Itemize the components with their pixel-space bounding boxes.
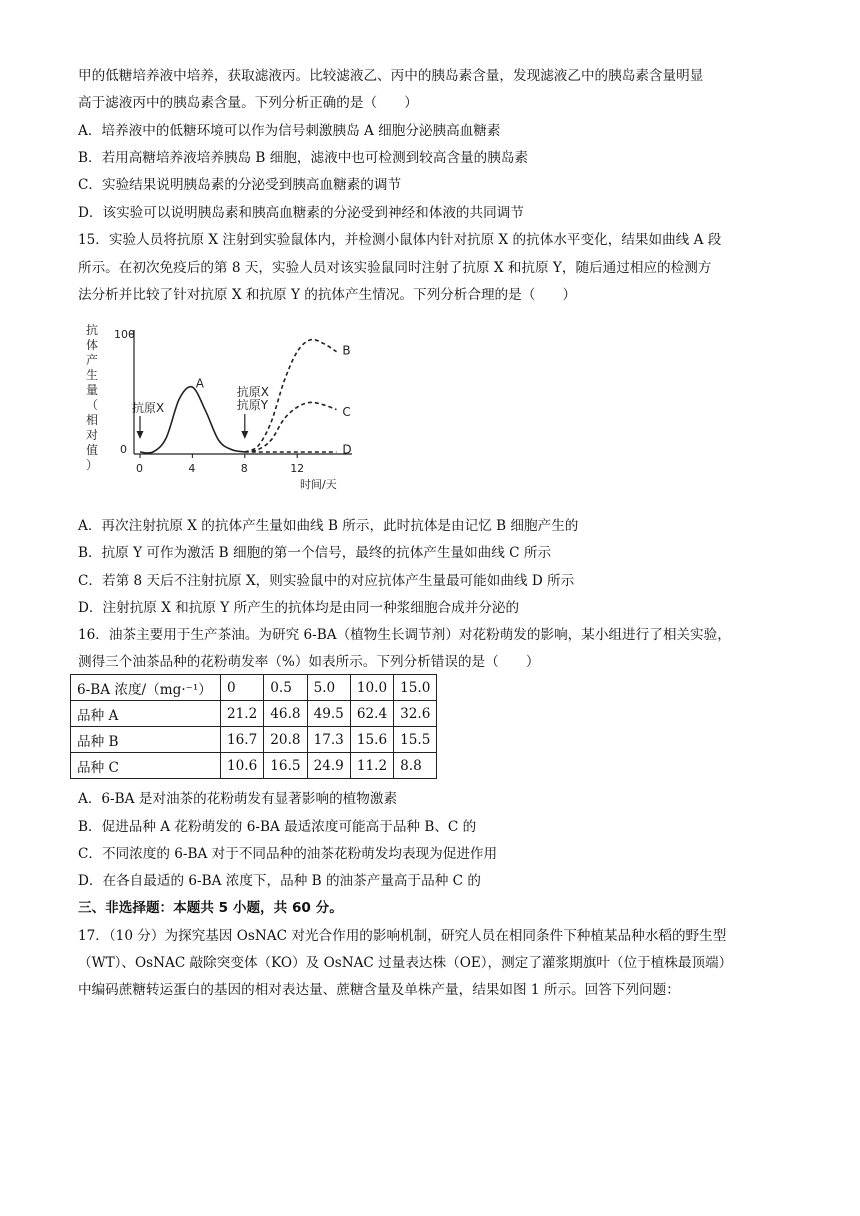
table-cell: 17.3 (307, 727, 350, 753)
q14-option-b: B．若用高糖培养液培养胰岛 B 细胞，滤液中也可检测到较高含量的胰岛素 (78, 150, 529, 166)
y-axis-label-char: ） (86, 458, 99, 472)
y-tick-0: 0 (120, 443, 127, 456)
pollen-germination-table (70, 674, 437, 779)
y-axis-label-char: 对 (86, 428, 99, 442)
y-axis-label-char: 产 (86, 353, 99, 367)
y-axis-label-char: 生 (86, 368, 99, 382)
x-ticks (136, 454, 304, 475)
section-heading: 三、非选择题：本题共 5 小题，共 60 分。 (78, 900, 343, 916)
q17-stem-line-1: 17．（10 分）为探究基因 OsNAC 对光合作用的影响机制，研究人员在相同条件下种植某品种水稻的野生型 (78, 928, 727, 944)
q17-stem-line-3: 中编码蔗糖转运蛋白的基因的相对表达量、蔗糖含量及单株产量，结果如图 1 所示。回答下列问题： (78, 982, 680, 998)
annotation-label: 抗原Y (236, 398, 269, 412)
y-axis-label-char: 量 (86, 383, 99, 397)
y-axis-label (86, 322, 98, 472)
y-axis-label-char: （ (86, 398, 99, 412)
annotation-label: 抗原X (132, 401, 165, 415)
curve-label-a: A (195, 376, 204, 391)
annotation-arrowhead (241, 431, 248, 439)
x-axis-label: 时间/天 (300, 478, 337, 491)
y-axis-label-char: 值 (86, 443, 99, 457)
y-axis-label-char: 体 (86, 338, 99, 352)
table-cell: 15.6 (350, 727, 393, 753)
q16-option-c: C．不同浓度的 6-BA 对于不同品种的油茶花粉萌发均表现为促进作用 (78, 846, 498, 862)
q16-stem-line-2: 测得三个油茶品种的花粉萌发率（%）如表所示。下列分析错误的是（ ） (78, 654, 540, 670)
table-header-cell: 6-BA 浓度/（mg·⁻¹） (71, 675, 221, 701)
q15-stem-line-3: 法分析并比较了针对抗原 X 和抗原 Y 的抗体产生情况。下列分析合理的是（ ） (78, 287, 577, 303)
annotations (132, 384, 269, 439)
y-axis-label-char: 抗 (86, 323, 99, 337)
table-header-cell: 10.0 (350, 675, 393, 701)
table-cell: 46.8 (264, 701, 307, 727)
q14-stem-line-1: 甲的低糖培养液中培养，获取滤液丙。比较滤液乙、丙中的胰岛素含量，发现滤液乙中的胰岛素含量明显 (78, 68, 704, 84)
table-row (71, 727, 437, 753)
q16-option-b: B．促进品种 A 花粉萌发的 6-BA 最适浓度可能高于品种 B、C 的 (78, 819, 477, 835)
table-row (71, 701, 437, 727)
q15-option-a: A．再次注射抗原 X 的抗体产生量如曲线 B 所示，此时抗体是由记忆 B 细胞产生的 (78, 518, 579, 534)
table-cell: 24.9 (307, 753, 350, 779)
curve-label-c: C (342, 404, 351, 419)
q16-option-d: D．在各自最适的 6-BA 浓度下，品种 B 的油茶产量高于品种 C 的 (78, 873, 481, 889)
x-tick-label: 12 (290, 462, 305, 475)
q14-option-a: A．培养液中的低糖环境可以作为信号刺激胰岛 A 细胞分泌胰高血糖素 (78, 123, 501, 139)
table-cell: 16.7 (221, 727, 264, 753)
table-cell: 品种 B (71, 727, 221, 753)
q15-stem-line-2: 所示。在初次免疫后的第 8 天，实验人员对该实验鼠同时注射了抗原 X 和抗原 Y，随后通过相应的检测方 (78, 260, 712, 276)
antibody-graph (78, 318, 358, 498)
table-cell: 20.8 (264, 727, 307, 753)
q14-option-c: C．实验结果说明胰岛素的分泌受到胰高血糖素的调节 (78, 177, 402, 193)
table-header-cell: 15.0 (394, 675, 437, 701)
q16-stem-line-1: 16．油茶主要用于生产茶油。为研究 6-BA（植物生长调节剂）对花粉萌发的影响，某小组进行了相关实验， (78, 627, 731, 643)
table-cell: 品种 A (71, 701, 221, 727)
curve-label-b: B (342, 343, 351, 358)
q15-option-d: D．注射抗原 X 和抗原 Y 所产生的抗体均是由同一种浆细胞合成并分泌的 (78, 600, 520, 616)
x-tick-label: 4 (188, 462, 196, 475)
curve-a (140, 387, 245, 453)
q17-stem-line-2: （WT）、OsNAC 敲除突变体（KO）及 OsNAC 过量表达株（OE），测定了灌浆期旗叶（位于植株最顶端） (78, 955, 733, 971)
table-header-cell: 0.5 (264, 675, 307, 701)
table-cell: 62.4 (350, 701, 393, 727)
q15-stem-line-1: 15．实验人员将抗原 X 注射到实验鼠体内，并检测小鼠体内针对抗原 X 的抗体水平变化，结果如曲线 A 段 (78, 232, 722, 248)
y-axis-label-char: 相 (86, 413, 99, 427)
table-cell: 品种 C (71, 753, 221, 779)
table-cell: 8.8 (394, 753, 437, 779)
table-cell: 49.5 (307, 701, 350, 727)
q14-option-d: D．该实验可以说明胰岛素和胰高血糖素的分泌受到神经和体液的共同调节 (78, 205, 524, 221)
annotation-arrowhead (137, 431, 144, 439)
x-tick-label: 8 (240, 462, 248, 475)
q14-stem-line-2: 高于滤液丙中的胰岛素含量。下列分析正确的是（ ） (78, 95, 418, 111)
x-tick-label: 0 (136, 462, 143, 475)
table-header-cell: 0 (221, 675, 264, 701)
table-cell: 11.2 (350, 753, 393, 779)
curve-label-d: D (342, 442, 352, 457)
q16-option-a: A．6-BA 是对油茶的花粉萌发有显著影响的植物激素 (78, 791, 398, 807)
table-cell: 21.2 (221, 701, 264, 727)
q15-option-b: B．抗原 Y 可作为激活 B 细胞的第一个信号，最终的抗体产生量如曲线 C 所示 (78, 545, 552, 561)
annotation-label: 抗原X (236, 385, 270, 399)
table-row (71, 753, 437, 779)
table-cell: 32.6 (394, 701, 437, 727)
table-cell: 15.5 (394, 727, 437, 753)
table-header-cell: 5.0 (307, 675, 350, 701)
table-cell: 16.5 (264, 753, 307, 779)
table-header-row (71, 675, 437, 701)
y-tick-100: 100 (114, 328, 135, 341)
q15-option-c: C．若第 8 天后不注射抗原 X，则实验鼠中的对应抗体产生量最可能如曲线 D 所示 (78, 573, 575, 589)
table-cell: 10.6 (221, 753, 264, 779)
